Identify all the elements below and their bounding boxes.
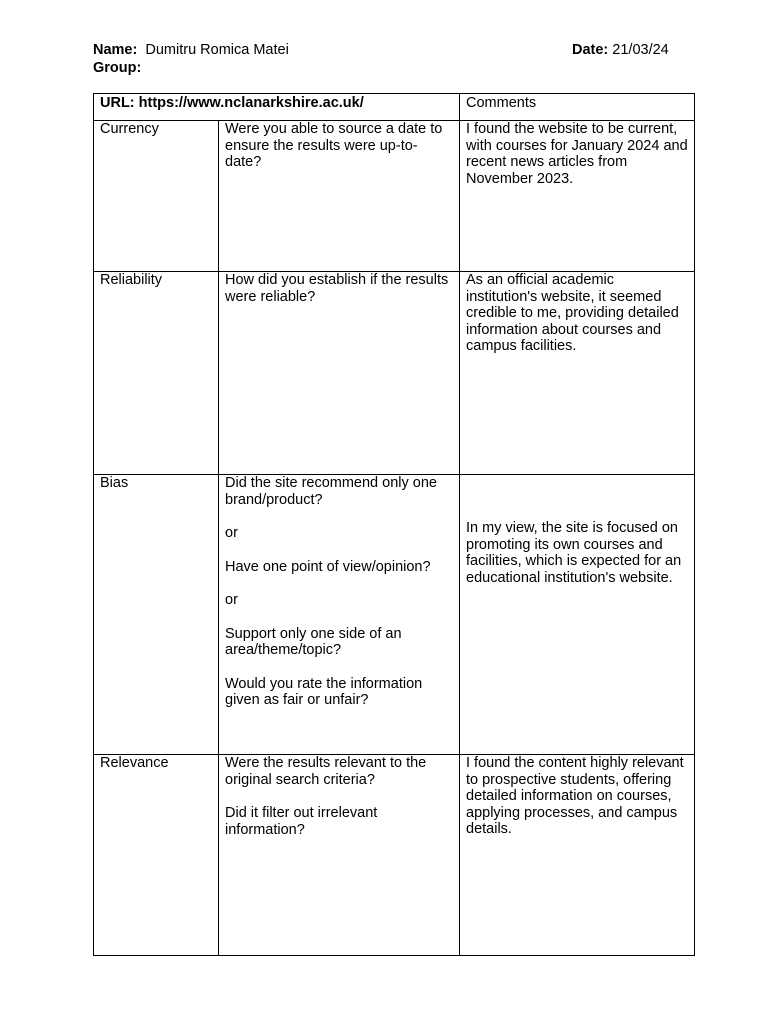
date-value: 21/03/24	[612, 42, 669, 58]
question-text: Did it filter out irrelevant information?	[225, 805, 378, 838]
criterion-cell: Reliability	[94, 272, 219, 475]
date-label: Date:	[572, 42, 609, 58]
name-line	[93, 42, 289, 59]
criterion-cell: Bias	[94, 475, 219, 755]
question-text: or	[225, 592, 238, 608]
table-row-reliability	[94, 272, 695, 475]
question-text: or	[225, 525, 238, 541]
table-row-relevance	[94, 755, 695, 956]
question-text: Have one point of view/opinion?	[225, 558, 431, 575]
criterion-cell: Currency	[94, 121, 219, 272]
question-text: How did you establish if the results were reliable?	[225, 272, 449, 305]
question-text: Would you rate the information given as fair or unfair?	[225, 675, 423, 708]
group-line	[93, 60, 141, 77]
question-cell	[219, 475, 460, 755]
url-row	[94, 94, 695, 121]
question-cell	[219, 755, 460, 956]
evaluation-table	[93, 93, 695, 956]
document-header	[93, 42, 693, 82]
name-label: Name:	[93, 42, 138, 58]
comment-cell: I found the website to be current, with courses for January 2024 and recent news articles from November 2023.	[460, 121, 695, 272]
date-line	[572, 42, 669, 59]
question-cell	[219, 121, 460, 272]
question-text: Were the results relevant to the original search criteria?	[225, 755, 427, 788]
criterion-cell: Relevance	[94, 755, 219, 956]
question-text: Did the site recommend only one brand/product?	[225, 475, 437, 508]
url-cell: URL: https://www.nclanarkshire.ac.uk/	[94, 94, 460, 121]
comment-cell: As an official academic institution's website, it seemed credible to me, providing detailed information about courses and campus facilities.	[460, 272, 695, 475]
question-text: Support only one side of an area/theme/topic?	[225, 625, 402, 658]
comment-cell: In my view, the site is focused on promoting its own courses and facilities, which is expected for an educational institution's website.	[460, 475, 695, 755]
comment-cell: I found the content highly relevant to prospective students, offering detailed information on courses, applying processes, and campus details.	[460, 755, 695, 956]
comments-header: Comments	[460, 94, 695, 121]
group-label: Group:	[93, 60, 142, 76]
name-value: Dumitru Romica Matei	[145, 42, 289, 58]
question-text: Were you able to source a date to ensure the results were up-to-date?	[225, 121, 443, 170]
table-row-currency	[94, 121, 695, 272]
table-row-bias	[94, 475, 695, 755]
question-cell	[219, 272, 460, 475]
